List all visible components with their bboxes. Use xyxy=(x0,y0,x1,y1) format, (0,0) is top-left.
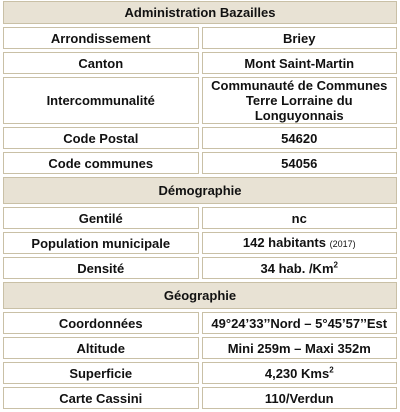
code-postal-label: Code Postal xyxy=(3,127,199,149)
cassini-label: Carte Cassini xyxy=(3,387,199,409)
code-postal-value: 54620 xyxy=(202,127,398,149)
altitude-value: Mini 259m – Maxi 352m xyxy=(202,337,398,359)
superficie-number: 4,230 Kms xyxy=(264,365,330,381)
gentile-value: nc xyxy=(202,207,398,229)
population-label: Population municipale xyxy=(3,232,199,254)
canton-value: Mont Saint-Martin xyxy=(202,52,398,74)
canton-label: Canton xyxy=(3,52,199,74)
code-communes-label: Code communes xyxy=(3,152,199,174)
coordonnees-label: Coordonnées xyxy=(3,312,199,334)
cassini-value: 110/Verdun xyxy=(202,387,398,409)
intercommunalite-label: Intercommunalité xyxy=(3,77,199,124)
gentile-label: Gentilé xyxy=(3,207,199,229)
superficie-exponent: 2 xyxy=(329,365,334,375)
densite-exponent: 2 xyxy=(333,260,338,270)
intercommunalite-value-line1: Communauté de Communes xyxy=(211,78,388,93)
superficie-value xyxy=(202,362,398,384)
altitude-label: Altitude xyxy=(3,337,199,359)
intercommunalite-value-line2: Terre Lorraine du Longuyonnais xyxy=(245,93,353,123)
intercommunalite-value xyxy=(202,77,398,124)
section-header-administration: Administration Bazailles xyxy=(3,1,397,24)
arrondissement-value: Briey xyxy=(202,27,398,49)
section-header-demographie: Démographie xyxy=(3,177,397,204)
arrondissement-label: Arrondissement xyxy=(3,27,199,49)
population-year: (2017) xyxy=(329,238,356,249)
coordonnees-value: 49°24’33’’Nord – 5°45’57’’Est xyxy=(202,312,398,334)
densite-label: Densité xyxy=(3,257,199,279)
densite-number: 34 hab. /Km xyxy=(260,260,334,276)
population-value xyxy=(202,232,398,254)
densite-value xyxy=(202,257,398,279)
superficie-label: Superficie xyxy=(3,362,199,384)
section-header-geographie: Géographie xyxy=(3,282,397,309)
population-count: 142 habitants xyxy=(242,234,326,250)
code-communes-value: 54056 xyxy=(202,152,398,174)
